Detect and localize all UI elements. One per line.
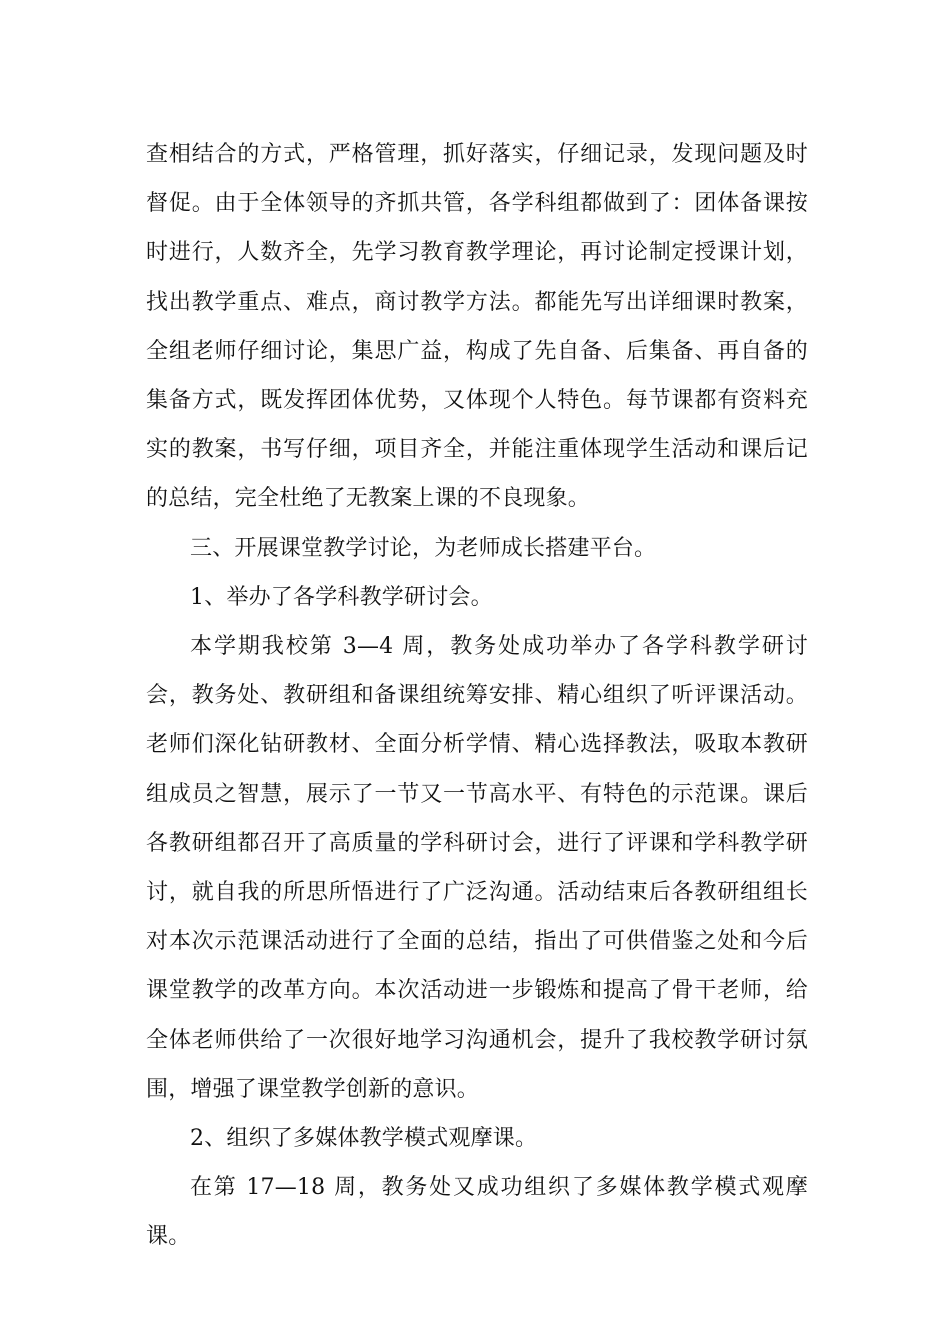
section-heading: 三、开展课堂教学讨论，为老师成长搭建平台。 [190, 535, 657, 561]
document-body [146, 130, 808, 1262]
subsection-heading: 1、举办了各学科教学研讨会。 [190, 584, 493, 610]
subsection-heading: 2、组织了多媒体教学模式观摩课。 [190, 1126, 538, 1152]
paragraph: 本学期我校第 3—4 周，教务处成功举办了各学科教学研讨会，教务处、教研组和备课组统筹安排、精心组织了听评课活动。老师们深化钻研教材、全面分析学情、精心选择教法，吸取本教研组成员之智慧，展示了一节又一节高水平、有特色的示范课。课后各教研组都召开了高质量的学科研讨会，进行了评课和学科教学研讨，就自我的所思所悟进行了广泛沟通。活动结束后各教研组组长对本次示范课活动进行了全面的总结，指出了可供借鉴之处和今后课堂教学的改革方向。本次活动进一步锻炼和提高了骨干老师，给全体老师供给了一次很好地学习沟通机会，提升了我校教学研讨氛围，增强了课堂教学创新的意识。 [146, 634, 808, 1102]
paragraph-continued: 查相结合的方式，严格管理，抓好落实，仔细记录，发现问题及时督促。由于全体领导的齐抓共管，各学科组都做到了：团体备课按时进行，人数齐全，先学习教育教学理论，再讨论制定授课计划，找出教学重点、难点，商讨教学方法。都能先写出详细课时教案，全组老师仔细讨论，集思广益，构成了先自备、后集备、再自备的集备方式，既发挥团体优势，又体现个人特色。每节课都有资料充实的教案，书写仔细，项目齐全，并能注重体现学生活动和课后记的总结，完全杜绝了无教案上课的不良现象。 [146, 142, 808, 512]
paragraph: 在第 17—18 周，教务处又成功组织了多媒体教学模式观摩课。 [146, 1175, 808, 1250]
